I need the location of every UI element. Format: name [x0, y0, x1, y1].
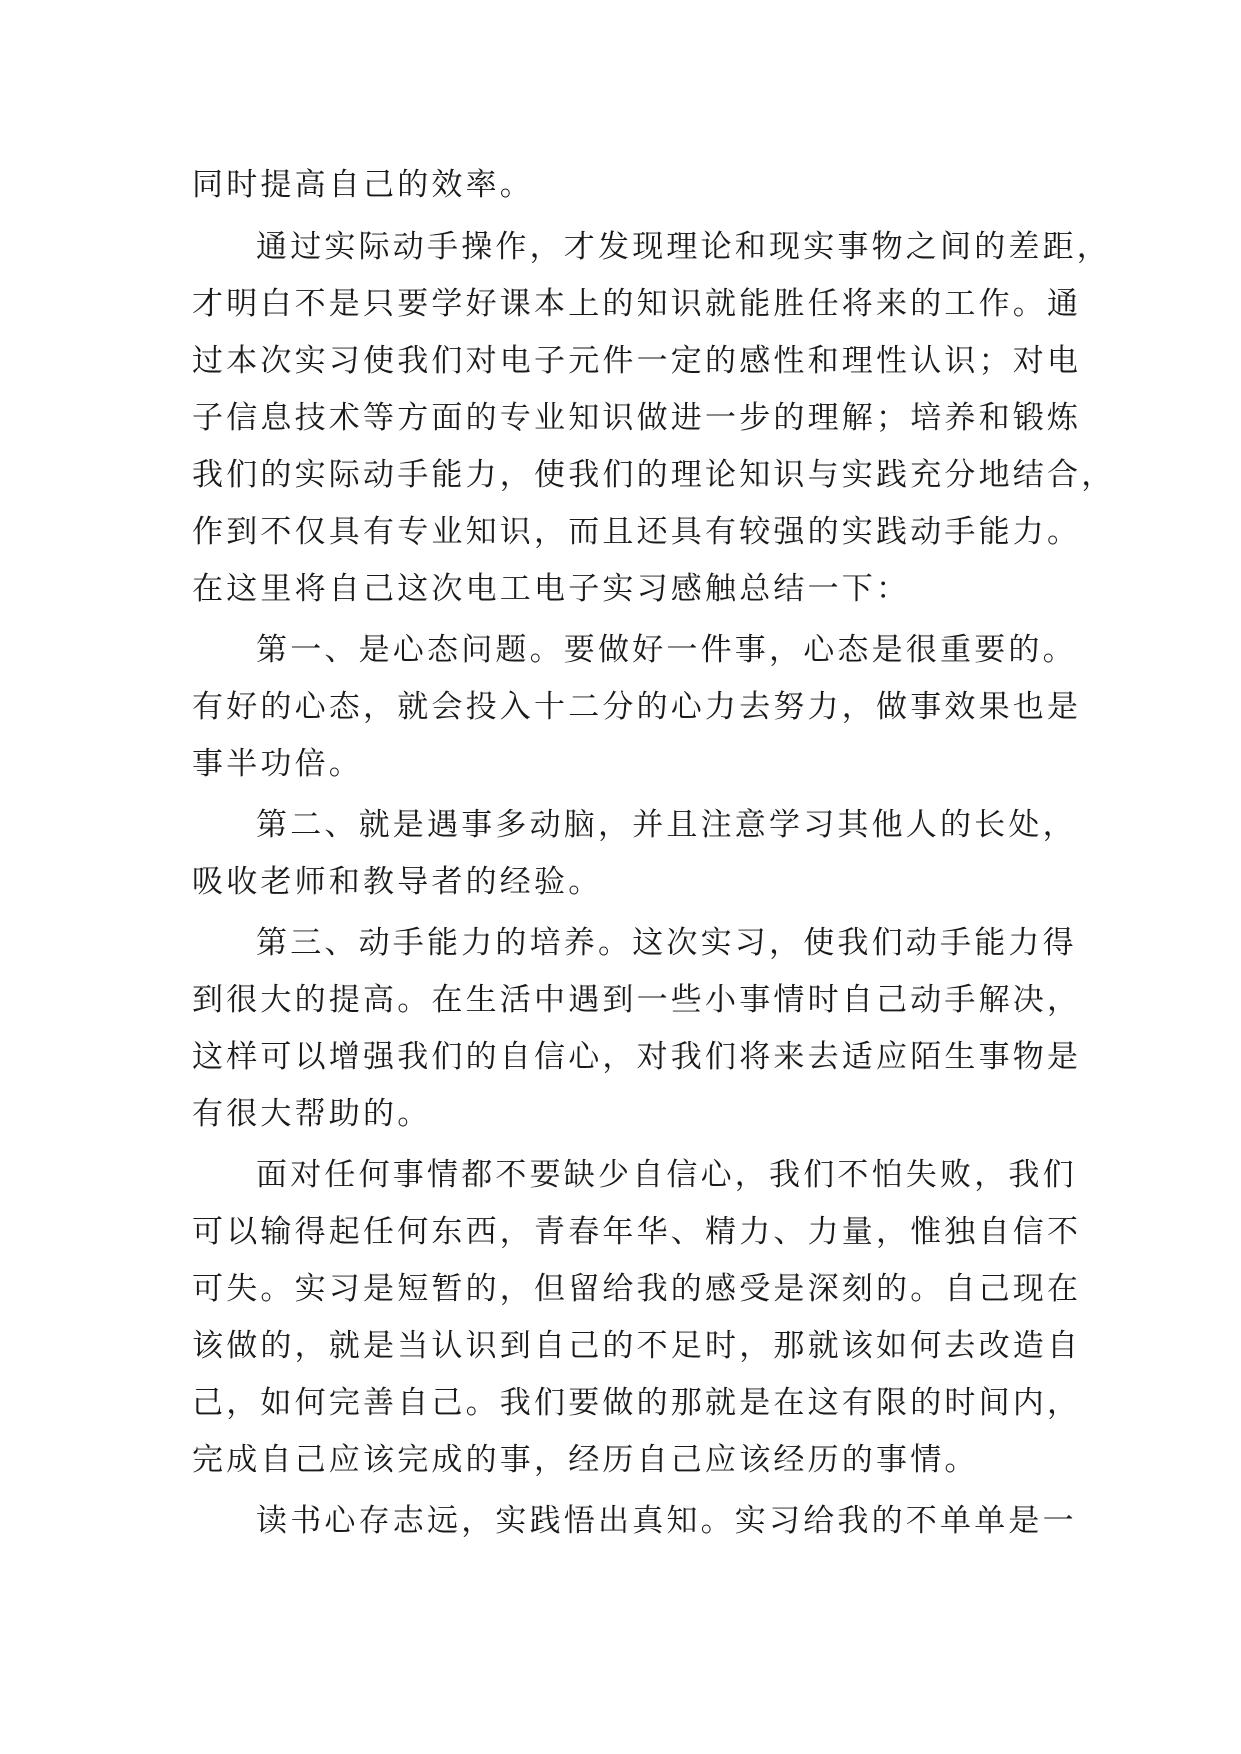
text-line: 到很大的提高。在生活中遇到一些小事情时自己动手解决， [192, 982, 1082, 1018]
text-line: 在这里将自己这次电工电子实习感触总结一下： [192, 571, 911, 607]
text-line: 该做的，就是当认识到自己的不足时，那就该如何去改造自 [192, 1328, 1082, 1364]
text-line: 作到不仅具有专业知识，而且还具有较强的实践动手能力。 [192, 514, 1082, 550]
text-line: 可以输得起任何东西，青春年华、精力、力量，惟独自信不 [192, 1214, 1082, 1250]
text-line: 子信息技术等方面的专业知识做进一步的理解；培养和锻炼 [192, 400, 1082, 436]
text-line: 我们的实际动手能力，使我们的理论知识与实践充分地结合， [192, 457, 1116, 493]
text-line: 完成自己应该完成的事，经历自己应该经历的事情。 [192, 1442, 979, 1478]
text-line: 己，如何完善自己。我们要做的那就是在这有限的时间内， [192, 1385, 1082, 1421]
text-line: 有好的心态，就会投入十二分的心力去努力，做事效果也是 [192, 689, 1082, 725]
text-line: 事半功倍。 [192, 746, 363, 782]
text-line: 同时提高自己的效率。 [192, 167, 534, 203]
text-line: 才明白不是只要学好课本上的知识就能胜任将来的工作。通 [192, 286, 1082, 322]
text-line: 有很大帮助的。 [192, 1096, 432, 1132]
text-line: 第一、是心态问题。要做好一件事，心态是很重要的。 [256, 632, 1077, 668]
text-line: 通过实际动手操作，才发现理论和现实事物之间的差距， [256, 229, 1111, 265]
text-line: 第二、就是遇事多动脑，并且注意学习其他人的长处， [256, 807, 1077, 843]
text-line: 第三、动手能力的培养。这次实习，使我们动手能力得 [256, 925, 1077, 961]
text-line: 可失。实习是短暂的，但留给我的感受是深刻的。自己现在 [192, 1271, 1082, 1307]
text-line: 过本次实习使我们对电子元件一定的感性和理性认识；对电 [192, 343, 1082, 379]
text-line: 面对任何事情都不要缺少自信心，我们不怕失败，我们 [256, 1157, 1077, 1193]
text-line: 这样可以增强我们的自信心，对我们将来去适应陌生事物是 [192, 1039, 1082, 1075]
text-line: 吸收老师和教导者的经验。 [192, 864, 603, 900]
text-line: 读书心存志远，实践悟出真知。实习给我的不单单是一 [256, 1503, 1077, 1539]
